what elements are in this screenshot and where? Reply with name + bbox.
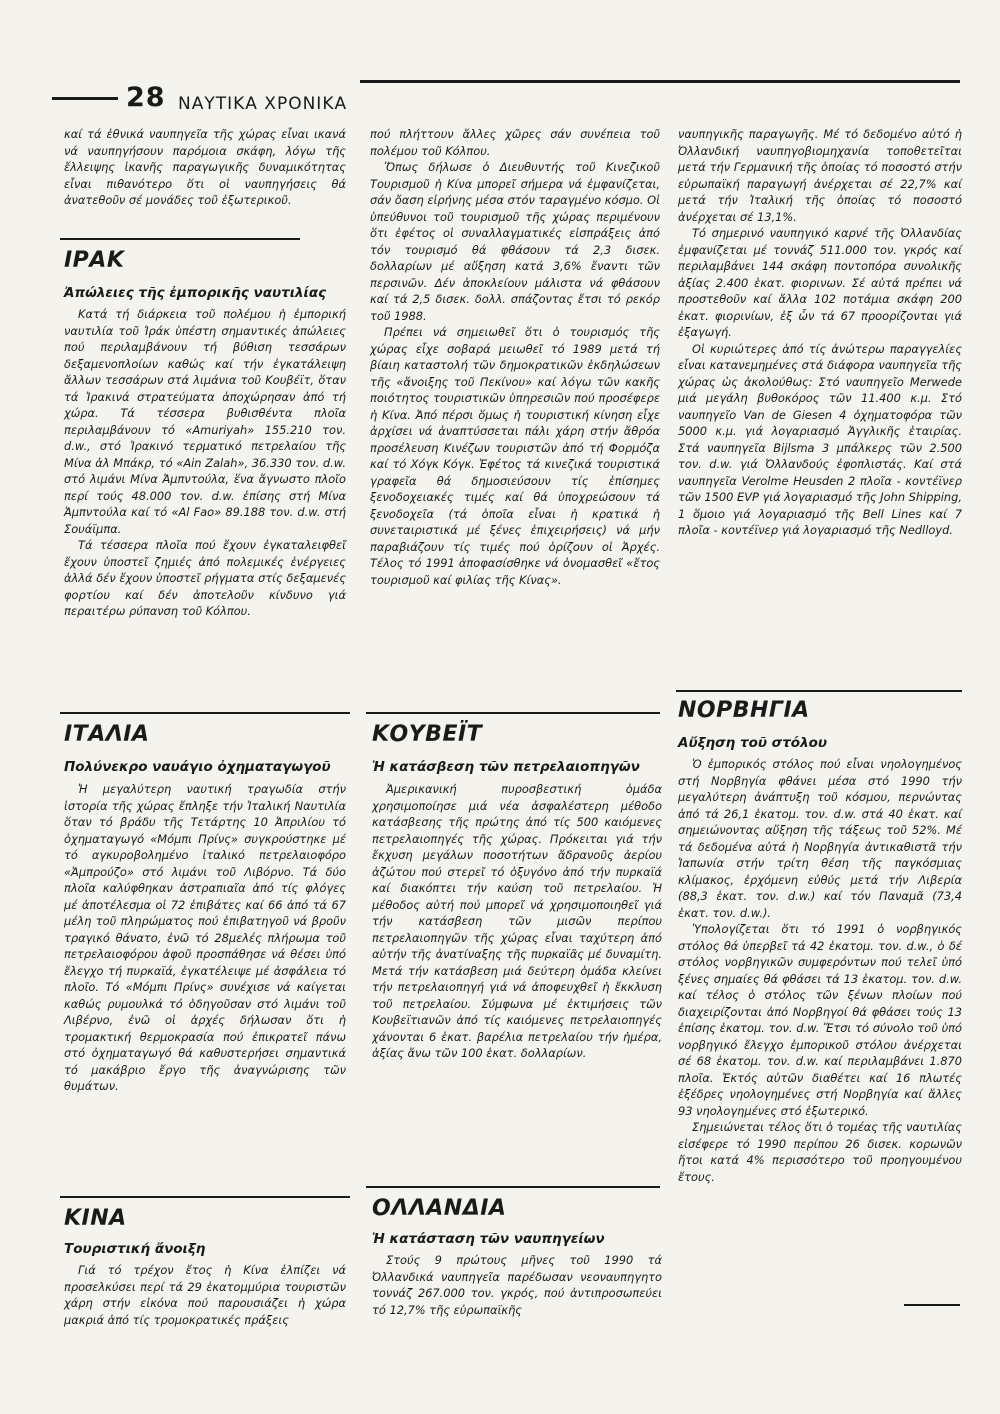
section-title: ΙΤΑΛΙΑ <box>64 722 150 747</box>
article-paragraph: Στούς 9 πρώτους μῆνες τοῦ 1990 τά Ὀλλανδικά ναυπηγεῖα παρέδωσαν νεοναυπηγητο τοννάζ 267.000 τον. γκρός, πού ἀντιπροσωπεύει τό 12,7% τῆς εὐρωπαϊκῆς <box>372 1253 662 1317</box>
section-italia <box>64 722 346 1095</box>
article-paragraph: Τό σημερινό ναυπηγικό καρνέ τῆς Ὀλλανδίας ἐμφανίζεται μέ τοννάζ 511.000 τον. γκρός καί περιλαμβάνει 144 σκάφη ποντοπόρα συνολικῆς ἀξίας 2.400 ἑκατ. φιορινων. Σέ αὐτά πρέπει νά προστεθοῦν καί ἄλλα 102 ποτάμια σκάφη 200 ἑκατ. φιορινίων, ἐξ ὧν τά 67 προορίζονται γιά ἐξαγωγή. <box>678 226 962 339</box>
continued-text: καί τά ἐθνικά ναυπηγεῖα τῆς χώρας εἶναι ικανά νά ναυπηγήσουν παρόμοια σκάφη, λόγω τῆς ἔλλειψης ἱκανῆς παραγωγικῆς δυναμικότητας εἶναι πιθανότερο ὅτι οἱ ναυπηγήσεις θά ἀνατεθοῦν σέ μονάδες τοῦ ἐξωτερικοῦ. <box>64 127 346 207</box>
section-subtitle: Ἡ κατάσβεση τῶν πετρελαιοπηγῶν <box>372 759 640 775</box>
page-number: 28 <box>126 82 166 113</box>
section-rule-italia <box>60 712 350 714</box>
article-paragraph: Κατά τή διάρκεια τοῦ πολέμου ἡ ἐμπορική ναυτιλία τοῦ Ἰράκ ὑπέστη σημαντικές ἀπώλειες πού περιλαμβάνουν τή βύθιση τεσσάρων δεξαμενοπλοίων καθώς καί τήν ἐγκατάλειψη ἄλλων τεσσάρων στά λιμάνια τοῦ Κουβέϊτ, ὅταν τά Ἰρακινά στρατεύματα ἀποχώρησαν ἀπό τή χώρα. Τά τέσσερα βυθισθέντα πλοῖα περιλαμβάνουν τό «Amuriyah» 155.210 τον. d.w., στό Ἰρακινό τερματικό πετρελαίου τῆς Μίνα ἀλ Μπάκρ, τό «Ain Zalah», 36.330 τον. d.w. στό λιμάνι Μίνα Ἀμπντούλα, ἕνα ἄγνωστο πλοῖο περί τούς 48.000 τον. d.w. ἐπίσης στή Μίνα Ἀμπντούλα καί τό «Al Fao» 89.188 τον. d.w. στή Σουάϊμπα. <box>64 307 346 536</box>
section-rule-kina <box>60 1196 350 1198</box>
section-subtitle: Αὔξηση τοῦ στόλου <box>678 735 828 751</box>
section-rule-norvigia <box>676 690 962 692</box>
article-paragraph: πού πλήττουν ἄλλες χῶρες σάν συνέπεια τοῦ πολέμου τοῦ Κόλπου. <box>370 127 660 158</box>
section-norvigia <box>678 698 962 1185</box>
section-subtitle: Πολύνεκρο ναυάγιο ὀχηματαγωγοῦ <box>64 759 331 775</box>
section-kina <box>64 1206 346 1328</box>
header-rule-right <box>360 80 960 83</box>
article-paragraph: Σημειώνεται τέλος ὅτι ὁ τομέας τῆς ναυτιλίας εἰσέφερε τό 1990 περίπου 26 δισεκ. κορωνῶν ἤτοι κατά 4% περισσότερο τοῦ προηγουμένου ἔτους. <box>678 1120 962 1184</box>
section-title: ΚΟΥΒΕΪΤ <box>372 722 483 747</box>
article-paragraph: Ὁ ἐμπορικός στόλος πού εἶναι νηολογημένος στή Νορβηγία φθάνει μέσα στό 1990 τήν μεγαλύτερη ἀνάπτυξη τοῦ κόσμου, περνώντας ἀπό τά 26,1 ἑκατομ. τον. d.w. στά 40 ἑκατ. καί σημειώνοντας αὔξηση τῆς τάξεως τοῦ 52%. Μέ τά δεδομένα αὐτά ἡ Νορβηγία ἀντικαθιστᾶ τήν Ἰαπωνία στήν τρίτη θέση τῆς παγκόσμιας κλίμακος, ἐρχόμενη εὐθύς μετά τήν Λιβερία (88,3 ἑκατ. τον. d.w.) καί τόν Παναμᾶ (73,4 ἑκατ. τον. d.w.). <box>678 757 962 920</box>
end-rule <box>904 1304 960 1306</box>
section-rule-kouveit <box>366 712 660 714</box>
section-title: ΙΡΑΚ <box>64 248 125 273</box>
header-rule-left <box>52 97 118 100</box>
column-3-top <box>678 126 962 539</box>
article-paragraph: Τά τέσσερα πλοῖα πού ἔχουν ἐγκαταλειφθεῖ ἔχουν ὑποστεῖ ζημιές ἀπό πολεμικές ἐνέργειες ἀλλά δέν ἔχουν ὑποστεῖ ρήγματα στίς δεξαμενές φορτίου καί δέν ἀποτελοῦν κίνδυνο γιά περαιτέρω ρύπανση τοῦ Κόλπου. <box>64 538 346 618</box>
section-subtitle: Ἡ κατάσταση τῶν ναυπηγείων <box>372 1231 605 1247</box>
article-paragraph: Ὑπολογίζεται ὅτι τό 1991 ὁ νορβηγικός στόλος θά ὑπερβεῖ τά 42 ἑκατομ. τον. d.w., ὁ δέ στόλος νορβηγικῶν συμφερόντων πού τελεῖ ὑπό ξένες σημαίες θά φθάσει τά 13 ἑκατομ. τον. d.w. καί τέλος ὁ στόλος τῶν ξένων πλοίων πού διαχειρίζονται ἀπό Νορβηγοί θά φθάσει τούς 13 ἐπίσης ἑκατομ. τον. d.w. Ἔτσι τό σύνολο τοῦ ὑπό νορβηγικό ἔλεγχο ἐμπορικοῦ στόλου ἀνέρχεται σέ 68 ἑκατομ. τον. d.w. καί περιλαμβάνει 1.870 πλοῖα. Ἐκτός αὐτῶν διαθέτει καί 16 πλωτές ἐξέδρες νηολογημένες στή Νορβηγία καί ἄλλες 93 νηολογημένες στό ἐξωτερικό. <box>678 922 962 1118</box>
section-irak <box>64 248 346 620</box>
article-paragraph: Ἀμερικανική πυροσβεστική ὁμάδα χρησιμοποίησε μιά νέα ἀσφαλέστερη μέθοδο κατάσβεσης τῆς πρώτης ἀπό τίς 500 καιόμενες πετρελαιοπηγές τῆς χώρας. Πρόκειται γιά τήν ἔκχυση μεγάλων ποσοτήτων ἄδρανοῦς ἀερίου ἀζώτου πού στερεῖ τό ὀξυγόνο ἀπό τήν πυρκαϊά καί διακόπτει τήν καύση τοῦ πετρελαίου. Ἡ μέθοδος αὐτή πού μπορεῖ νά χρησιμοποιηθεῖ γιά τήν κατάσβεση τῶν μισῶν περίπου πετρελαιοπηγῶν τῆς χώρας εἶναι ταχύτερη ἀπό αὐτήν τῆς ἀνατίναξης τῆς πυρκαϊᾶς μέ δυναμίτη. Μετά τήν κατάσβεση μιά δεύτερη ὁμάδα κλείνει τήν πετρελαιοπηγή γιά νά ἀποφευχθεῖ ἡ ἔκκλυση τοῦ πετρελαίου. Σύμφωνα μέ ἐκτιμήσεις τῶν Κουβεϊτιανῶν ἀπό τίς καιόμενες πετρελαιοπηγές χάνονται 6 ἑκατ. βαρέλια πετρελαίου τήν ἡμέρα, ἀξίας ἄνω τῶν 100 ἑκατ. δολλαρίων. <box>372 782 662 1060</box>
section-rule-irak <box>60 238 300 240</box>
article-paragraph: Οἱ κυριώτερες ἀπό τίς ἀνώτερω παραγγελίες εἶναι κατανεμημένες στά διάφορα ναυπηγεῖα τῆς χώρας ὡς ἀκολούθως: Στό ναυπηγεῖο Merwede μιά μεγάλη βυθοκόρος τῶν 11.400 κ.μ. Στό ναυπηγεῖο Van de Giesen 4 ὀχηματοφόρα τῶν 5000 κ.μ. γιά λογαριασμό Ἀγγλικῆς ἑταιρίας. Στά ναυπηγεῖα Bijlsma 3 μπάλκερς τῶν 2.500 τον. d.w. γιά Ὀλλανδούς ἐφοπλιστάς. Καί στά ναυπηγεῖα Verolme Heusden 2 πλοῖα - κοντέϊνερ τῶν 1500 EVP γιά λογαριασμό τῆς John Shipping, 1 ὅμοιο γιά λογαριασμό τῆς Bell Lines καί 7 πλοῖα - κοντέϊνερ γιά λογαριασμό τῆς Nedlloyd. <box>678 341 962 537</box>
article-paragraph: Πρέπει νά σημειωθεῖ ὅτι ὁ τουρισμός τῆς χώρας εἶχε σοβαρά μειωθεῖ τό 1989 μετά τή βίαιη καταστολή τῶν δημοκρατικῶν ἐκδηλώσεων τῆς «ἄνοιξης τοῦ Πεκίνου» καί λόγω τῶν κακῆς ποιότητος τουριστικῶν ὑπηρεσιῶν πού προσέφερε ἡ Κίνα. Ἀπό πέρσι ὅμως ἡ τουριστική κίνηση εἶχε ἀρχίσει νά ἀναπτύσσεται πάλι χάρη στήν ἄθρόα προσέλευση Κινέζων τουριστῶν ἀπό τή Φορμόζα καί τό Χόγκ Κόγκ. Ἐφέτος τά κινεζικά τουριστικά γραφεῖα θά δημοσιεύσουν τίς ἐπίσημες ξενοδοχειακές τιμές καί θά ὑποχρεώσουν τά ξενοδοχεῖα (τά ὁποῖα εἶναι ἡ κρατικά ἡ συνεταιριστικά μέ ξένες ἐπιχειρήσεις) νά μήν παραβιάζουν τίς τιμές πού ὁρίζουν οἱ Ἀρχές. Τέλος τό 1991 ἀποφασίσθηκε νά ὀνομασθεῖ «ἔτος τουρισμοῦ καί φιλίας τῆς Κίνας». <box>370 325 660 587</box>
publication-title: ΝΑΥΤΙΚΑ ΧΡΟΝΙΚΑ <box>178 94 348 114</box>
section-ollandia <box>372 1196 662 1318</box>
section-title: ΟΛΛΑΝΔΙΑ <box>372 1196 507 1221</box>
section-subtitle: Τουριστική ἄνοιξη <box>64 1241 206 1257</box>
section-title: ΚΙΝΑ <box>64 1206 127 1231</box>
article-paragraph: Ἡ μεγαλύτερη ναυτική τραγωδία στήν ἱστορία τῆς χώρας ἔπληξε τήν Ἰταλική Ναυτιλία ὅταν τό βράδυ τῆς Τετάρτης 10 Ἀπριλίου τό ὀχηματαγωγό «Μόμπι Πρίνς» συγκρούστηκε μέ τό αγκυροβολημένο ἰταλικό πετρελαιοφόρο «Ἀμπρούζο» στό λιμάνι τοῦ Λιβόρνο. Τά δύο πλοῖα καλύφθηκαν ἀστραπιαῖα ἀπό τίς φλόγες μέ ἀποτέλεσμα οἱ 72 ἐπιβάτες καί 66 ἀπό τά 67 μέλη τοῦ πληρώματος πού ἐπιβατηγοῦ νά βροῦν τραγικό θάνατο, ἐνῶ τό 28μελές πλήρωμα τοῦ πετρελαιοφόρου ἀφοῦ προσπάθησε νά θέσει ὑπό ἔλεγχο τή πυρκαϊά, ἐγκατέλειψε μέ ἀσφάλεια τό πλοῖο. Τό «Μόμπι Πρίνς» συνέχισε νά καίγεται καθώς ρυμουλκά τό ὁδηγοῦσαν στό λιμάνι τοῦ Λιβέρνο, ἐνῶ οἱ ἀρχές δήλωσαν ὅτι ἡ τρομακτική θερμοκρασία πού ἐπικρατεῖ πάνω στό ὀχηματαγωγό θά καθυστερήσει σημαντικά τό μακάβριο ἔργο τῆς ἀναγνώρισης τῶν θυμάτων. <box>64 782 346 1093</box>
article-paragraph: Γιά τό τρέχον ἔτος ἡ Κίνα ἐλπίζει νά προσελκύσει περί τά 29 ἑκατομμύρια τουριστῶν χάρη στήν εἰκόνα πού παρουσιάζει ἡ χώρα μακριά ἀπό τίς τρομοκρατικές πράξεις <box>64 1263 346 1327</box>
article-paragraph: Ὅπως δήλωσε ὁ Διευθυντής τοῦ Κινεζικοῦ Τουρισμοῦ ἡ Κίνα μπορεῖ σήμερα νά ἐμφανίζεται, σάν ὄαση εἰρήνης μέσα στόν ταραγμένο κόσμο. Οἱ ὑπεύθυνοι τοῦ τουρισμοῦ τῆς χώρας περιμένουν ὅτι ἐφέτος οἱ συναλλαγματικές εἰσπράξεις ἀπό τόν τουρισμό θά φθάσουν τά 2,3 δισεκ. δολλαρίων μέ αὔξηση κατά 3,6% ἔναντι τῶν περσινῶν. Δέν ἀποκλείουν μάλιστα νά φθάσουν καί τά 2,5 δισεκ. δολλ. σπάζοντας ἔτσι τό ρεκόρ τοῦ 1988. <box>370 160 660 323</box>
section-rule-ollandia <box>366 1186 660 1188</box>
section-kouveit <box>372 722 662 1062</box>
column-2-top <box>370 126 660 588</box>
column-1-top <box>64 126 346 209</box>
section-subtitle: Ἀπώλειες τῆς ἐμπορικῆς ναυτιλίας <box>64 285 327 301</box>
article-paragraph: ναυπηγικῆς παραγωγῆς. Μέ τό δεδομένο αὐτό ἡ Ὀλλανδική ναυπηγοβιομηχανία τοποθετεῖται μετά τήν Γερμανική τῆς ὁποίας τό ποσοστό στήν εὐρωπαϊκή παραγωγή ἀνέρχεται σέ 22,7% καί μετά τήν Ἰταλική τῆς ὁποίας τό ποσοστό ἀνέρχεται σέ 13,1%. <box>678 127 962 224</box>
section-title: ΝΟΡΒΗΓΙΑ <box>678 698 810 723</box>
